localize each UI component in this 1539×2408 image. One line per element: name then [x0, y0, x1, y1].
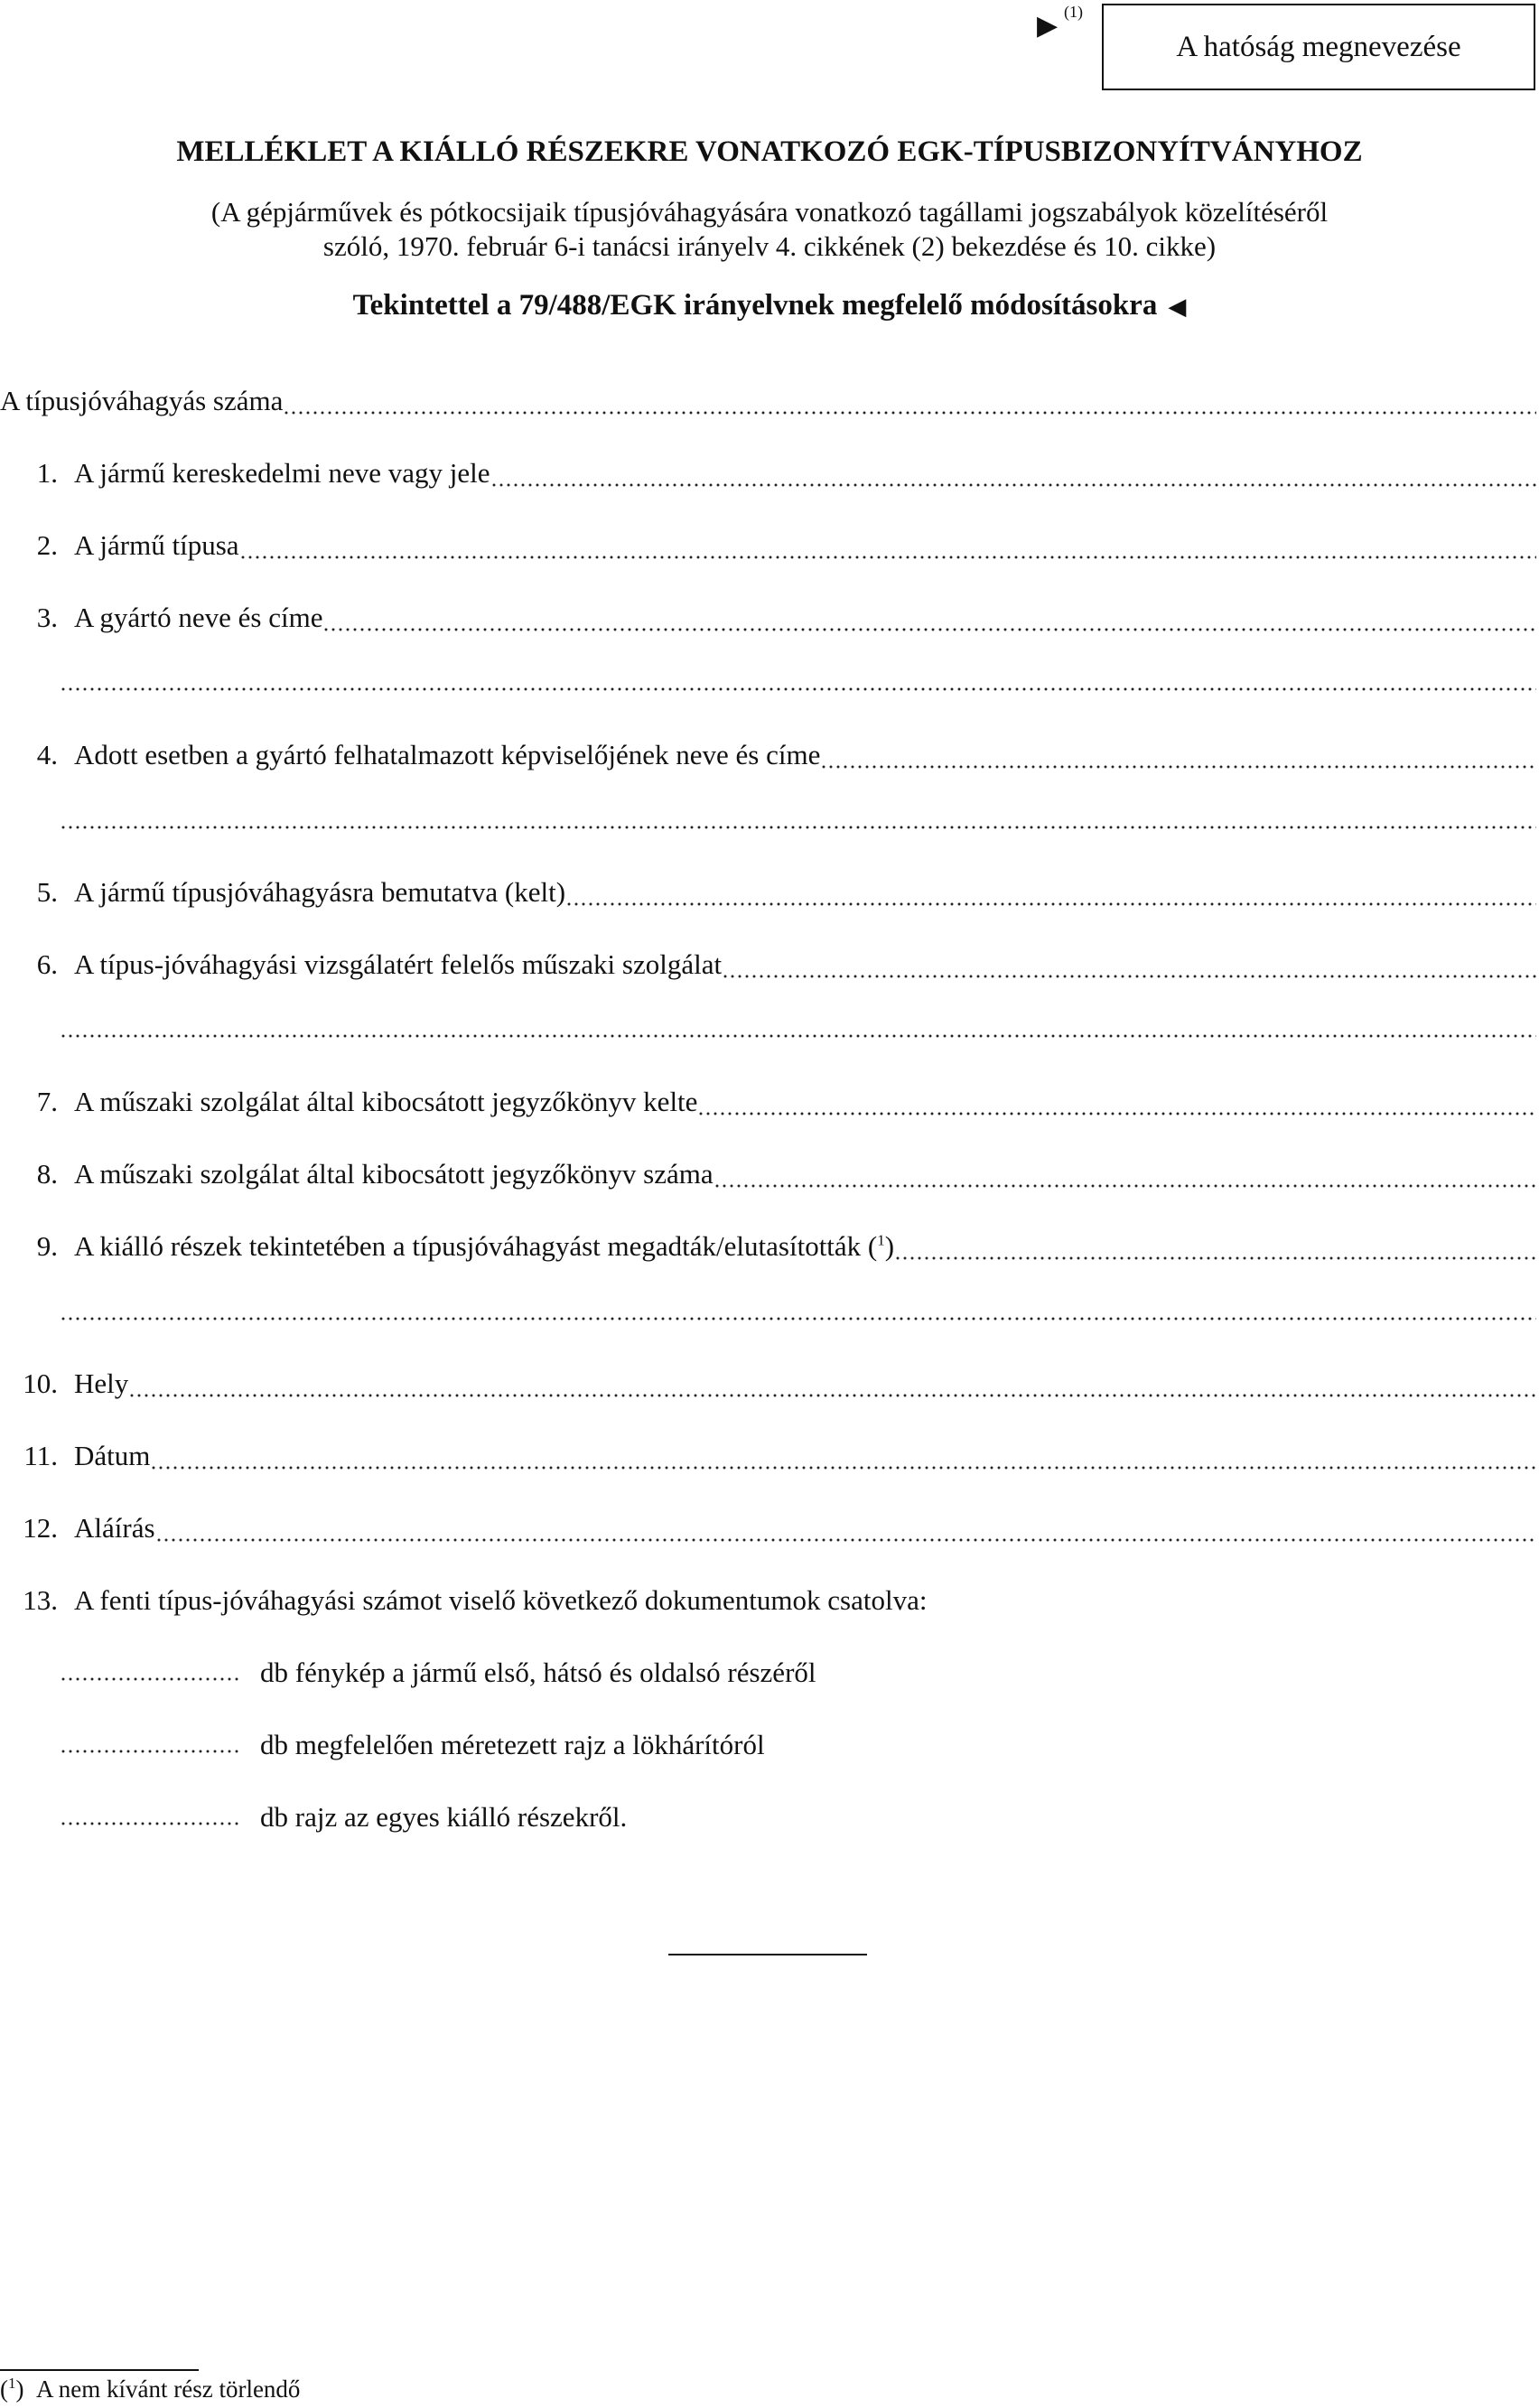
field-vehicle-type[interactable] [0, 529, 1539, 569]
field-number: 2. [36, 529, 58, 561]
field-report-number[interactable] [0, 1158, 1539, 1198]
attachment-label: db megfelelően méretezett rajz a lökhárítóról [260, 1729, 765, 1760]
field-label: A jármű típusjóváhagyásra bemutatva (kelt) [74, 876, 566, 908]
field-label: A gyártó neve és címe [74, 602, 323, 633]
field-date[interactable] [0, 1440, 1539, 1479]
attachment-count-blank[interactable] [60, 1676, 240, 1682]
field-manufacturer-continuation-line[interactable] [60, 686, 1536, 692]
footnote-reference: 1 [877, 1231, 885, 1249]
field-number: 11. [23, 1440, 58, 1471]
field-representative-continuation-line[interactable] [60, 825, 1536, 830]
document-title: MELLÉKLET A KIÁLLÓ RÉSZEKRE VONATKOZÓ EGK-TÍPUSBIZONYÍTVÁNYHOZ [176, 135, 1363, 168]
field-submission-date[interactable] [0, 876, 1539, 916]
field-label: A jármű típusa [74, 529, 239, 561]
attachment-count-blank[interactable] [60, 1749, 240, 1754]
field-label [74, 1230, 894, 1263]
field-number: 3. [36, 602, 58, 633]
field-label-text: A kiálló részek tekintetében a típusjóváhagyást megadták/elutasították ( [74, 1230, 878, 1262]
field-dotted-line[interactable] [894, 1255, 1536, 1261]
field-number: 8. [36, 1158, 58, 1190]
field-label: Aláírás [74, 1512, 155, 1544]
amendment-start-marker: ▶ [1037, 11, 1059, 41]
attachment-projections-drawing[interactable] [60, 1801, 627, 1841]
subtitle-line-2: szóló, 1970. február 6-i tanácsi irányelv 4. cikkének (2) bekezdése és 10. cikke) [322, 230, 1217, 262]
attachment-count-blank[interactable] [60, 1821, 240, 1826]
field-label: Hely [74, 1367, 129, 1399]
attachment-label: db rajz az egyes kiálló részekről. [260, 1801, 628, 1833]
field-label: A fenti típus-jóváhagyási számot viselő következő dokumentumok csatolva: [74, 1584, 928, 1616]
field-dotted-line[interactable] [714, 1183, 1536, 1189]
field-label-closing: ) [884, 1230, 895, 1262]
field-dotted-line[interactable] [155, 1537, 1536, 1543]
field-dotted-line[interactable] [697, 1111, 1536, 1116]
field-dotted-line[interactable] [565, 901, 1536, 907]
field-technical-service[interactable] [0, 948, 1539, 988]
field-approval-decision-continuation-line[interactable] [60, 1316, 1536, 1321]
field-label: Adott esetben a gyártó felhatalmazott képviselőjének neve és címe [74, 739, 821, 770]
field-label: Dátum [74, 1440, 151, 1471]
authority-name-label: A hatóság megnevezése [1176, 30, 1461, 63]
field-number: 10. [23, 1367, 58, 1399]
amendment-reference: (1) [1064, 3, 1083, 21]
field-representative[interactable] [0, 739, 1539, 779]
authority-header [1037, 3, 1535, 92]
field-report-date[interactable] [0, 1086, 1539, 1125]
field-label: A típus-jóváhagyási vizsgálatért felelős műszaki szolgálat [74, 948, 723, 980]
field-dotted-line[interactable] [820, 764, 1536, 770]
authority-name-box [1102, 4, 1535, 90]
amendment-text: Tekintettel a 79/488/EGK irányelvnek megfelelő módosításokra [352, 289, 1158, 322]
field-technical-service-continuation-line[interactable] [60, 1033, 1536, 1039]
field-number: 7. [36, 1086, 58, 1117]
field-dotted-line[interactable] [239, 555, 1536, 560]
subtitle-line-1: (A gépjárművek és pótkocsijaik típusjóváhagyására vonatkozó tagállami jogszabályok közelítéséről [210, 196, 1329, 228]
footnote: ($^1$) A nem kívánt rész törlendő [0, 2375, 301, 2403]
attachment-label: db fénykép a jármű első, hátsó és oldalsó részéről [260, 1657, 816, 1688]
approval-number-dotted-line[interactable] [283, 410, 1536, 415]
attachment-bumper-drawing[interactable] [60, 1729, 765, 1769]
field-manufacturer[interactable] [0, 602, 1539, 641]
footnote-number: 1 [8, 2375, 16, 2392]
document-subtitle [99, 195, 1440, 264]
field-number: 4. [36, 739, 58, 770]
field-label: A műszaki szolgálat által kibocsátott jegyzőkönyv száma [74, 1158, 714, 1190]
footnote-text: A nem kívánt rész törlendő [36, 2375, 301, 2403]
field-attachments-heading [0, 1584, 1539, 1624]
field-number: 5. [36, 876, 58, 908]
end-rule [668, 1954, 867, 1955]
amendment-end-marker: ◀ [1168, 294, 1187, 320]
field-signature[interactable] [0, 1512, 1539, 1552]
field-dotted-line[interactable] [128, 1393, 1536, 1398]
field-label: A műszaki szolgálat által kibocsátott jegyzőkönyv kelte [74, 1086, 698, 1117]
field-dotted-line[interactable] [322, 627, 1536, 632]
attachment-photos[interactable] [60, 1657, 816, 1696]
field-trade-name[interactable] [0, 457, 1539, 497]
approval-number-field[interactable] [0, 385, 1539, 425]
footnote-rule [0, 2369, 199, 2371]
field-label: A jármű kereskedelmi neve vagy jele [74, 457, 490, 489]
field-number: 6. [36, 948, 58, 980]
field-number: 13. [23, 1584, 58, 1616]
field-number: 1. [36, 457, 58, 489]
field-place[interactable] [0, 1367, 1539, 1407]
field-dotted-line[interactable] [150, 1465, 1536, 1470]
approval-number-label: A típusjóváhagyás száma [0, 385, 284, 416]
field-number: 12. [23, 1512, 58, 1544]
field-approval-decision[interactable] [0, 1230, 1539, 1270]
field-dotted-line[interactable] [490, 482, 1536, 488]
field-dotted-line[interactable] [722, 974, 1536, 979]
amendment-line [0, 289, 1539, 322]
field-number: 9. [36, 1230, 58, 1262]
